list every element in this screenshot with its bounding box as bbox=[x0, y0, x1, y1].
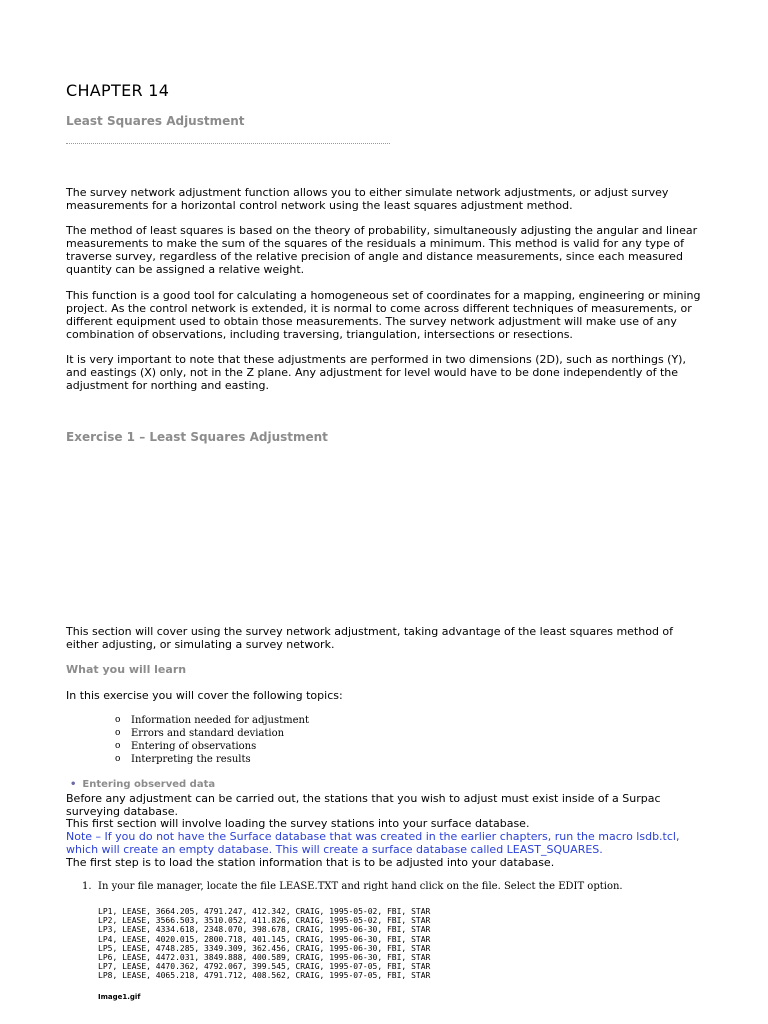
code-line: LP6, LEASE, 4472.031, 3849.888, 400.589, CRAIG, 1995-06-30, FBI, STAR bbox=[98, 953, 431, 963]
lease-file-contents bbox=[98, 907, 430, 981]
section-heading: • Entering observed data bbox=[70, 779, 216, 790]
chapter-subtitle: Least Squares Adjustment bbox=[66, 114, 245, 128]
section-text-database: Before any adjustment can be carried out, the stations that you wish to adjust must exist inside of a Surpac surveying database. bbox=[66, 792, 661, 818]
bullet-icon: • bbox=[70, 779, 77, 790]
circle-bullet-icon: o bbox=[115, 754, 121, 764]
code-line: LP2, LEASE, 3566.503, 3510.052, 411.826, CRAIG, 1995-05-02, FBI, STAR bbox=[98, 916, 431, 926]
circle-bullet-icon: o bbox=[115, 715, 121, 725]
paragraph-dimensions: It is very important to note that these adjustments are performed in two dimensions (2D), such as northings (Y), and eastings (X) only, not in the Z plane. Any adjustment for level would have to be done independently of the adjustment for northing and easting. bbox=[66, 353, 686, 392]
section-note: Note – If you do not have the Surface database that was created in the earlier chapters, run the macro lsdb.tcl, which will create an empty database. This will create a surface database called LEAST_SQUARES. bbox=[66, 830, 680, 856]
chapter-title: CHAPTER 14 bbox=[66, 81, 170, 100]
paragraph-method: The method of least squares is based on the theory of probability, simultaneously adjusting the angular and linear measurements to make the sum of the squares of the residuals a minimum. This method is valid for any type of traverse survey, regardless of the relative precision of angle and distance measurements, since each measured quantity can be assigned a relative weight. bbox=[66, 224, 698, 276]
dotted-divider bbox=[66, 143, 390, 144]
list-item: o Information needed for adjustment bbox=[115, 715, 309, 726]
code-line: LP4, LEASE, 4020.015, 2800.718, 401.145, CRAIG, 1995-06-30, FBI, STAR bbox=[98, 934, 431, 944]
paragraph-tool: This function is a good tool for calculating a homogeneous set of coordinates for a mapping, engineering or mining project. As the control network is extended, it is normal to come across different techniques of measurements, or different equipment used to obtain those measurements. The survey network adjustment will make use of any combination of observations, including traversing, triangulation, intersections or resections. bbox=[66, 289, 701, 341]
learn-intro: In this exercise you will cover the following topics: bbox=[66, 689, 343, 702]
code-line: LP7, LEASE, 4470.362, 4792.067, 399.545, CRAIG, 1995-07-05, FBI, STAR bbox=[98, 962, 431, 972]
section-text-loading: This first section will involve loading the survey stations into your surface database. bbox=[66, 817, 530, 830]
numbered-step bbox=[82, 881, 623, 892]
circle-bullet-icon: o bbox=[115, 741, 121, 751]
code-line: LP1, LEASE, 3664.205, 4791.247, 412.342, CRAIG, 1995-05-02, FBI, STAR bbox=[98, 907, 431, 916]
paragraph-intro: The survey network adjustment function allows you to either simulate network adjustments, or adjust survey measurements for a horizontal control network using the least squares adjustment method. bbox=[66, 186, 669, 212]
list-item: o Interpreting the results bbox=[115, 754, 251, 765]
code-line: LP5, LEASE, 4748.285, 3349.309, 362.456, CRAIG, 1995-06-30, FBI, STAR bbox=[98, 943, 431, 953]
code-line: LP8, LEASE, 4065.218, 4791.712, 408.562, CRAIG, 1995-07-05, FBI, STAR bbox=[98, 971, 431, 981]
step-number: 1. bbox=[82, 881, 92, 892]
topics-list bbox=[115, 714, 309, 766]
code-line: LP3, LEASE, 4334.618, 2348.070, 398.678, CRAIG, 1995-06-30, FBI, STAR bbox=[98, 925, 431, 935]
section-text-first-step: The first step is to load the station information that is to be adjusted into your database. bbox=[66, 856, 555, 869]
list-item: o Errors and standard deviation bbox=[115, 728, 285, 739]
image-caption: Image1.gif bbox=[98, 993, 141, 1001]
exercise-intro: This section will cover using the survey network adjustment, taking advantage of the least squares method of either adjusting, or simulating a survey network. bbox=[66, 625, 674, 651]
list-item: o Entering of observations bbox=[115, 741, 257, 752]
step-text: In your file manager, locate the file LEASE.TXT and right hand click on the file. Select the EDIT option. bbox=[98, 881, 623, 892]
exercise-title: Exercise 1 – Least Squares Adjustment bbox=[66, 430, 328, 444]
learn-heading: What you will learn bbox=[66, 663, 187, 676]
circle-bullet-icon: o bbox=[115, 728, 121, 738]
